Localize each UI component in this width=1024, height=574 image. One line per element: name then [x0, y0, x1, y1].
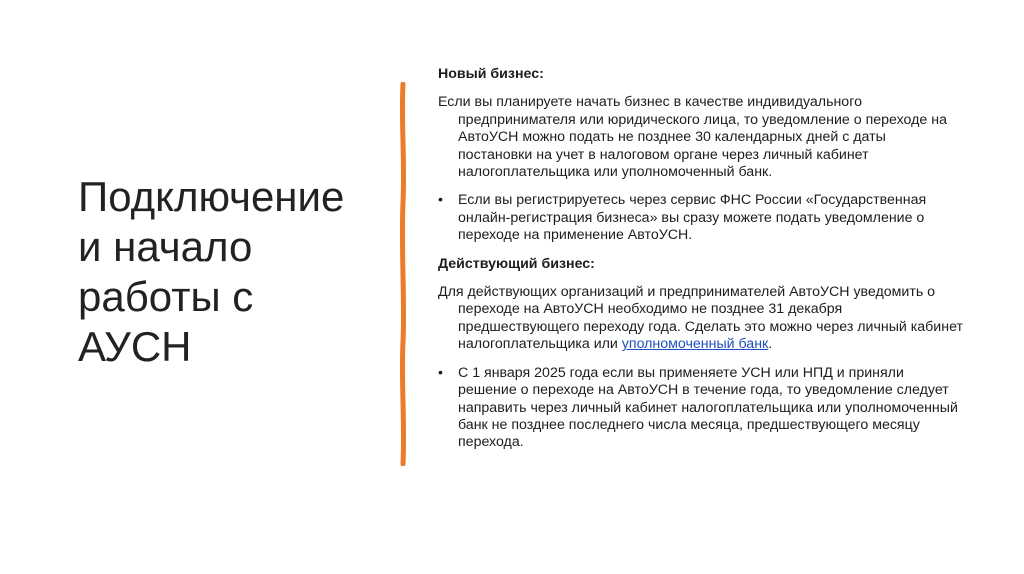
existing-business-bullet	[438, 365, 963, 452]
bullet-text: Если вы регистрируетесь через сервис ФНС России «Государственная онлайн-регистрация бизнеса» вы сразу можете подать уведомление о переходе на применение АвтоУСН.	[458, 192, 927, 244]
slide-content	[438, 66, 963, 463]
existing-business-text	[438, 284, 963, 354]
title-line: и начало	[78, 223, 253, 270]
new-business-bullet	[438, 192, 963, 244]
divider-stroke	[402, 84, 403, 464]
new-business-text: Если вы планируете начать бизнес в качестве индивидуального предпринимателя или юридического лица, то уведомление о переходе на АвтоУСН можно подать не позднее 30 календарных дней с даты постановки на учет в налоговом органе через личный кабинет налогоплательщика или уполномоченный банк.	[438, 94, 947, 181]
existing-business-heading: Действующий бизнес:	[438, 255, 595, 272]
vertical-divider	[388, 82, 418, 466]
title-line: Подключение	[78, 173, 345, 220]
existing-business-text-end: .	[768, 336, 773, 353]
bullet-icon: •	[438, 364, 443, 381]
title-line: АУСН	[78, 323, 192, 370]
bullet-text: С 1 января 2025 года если вы применяете УСН или НПД и приняли решение о переходе на АвтоУСН в течение года, то уведомление следует направить через личный кабинет налогоплательщика или уполномоченный банк не позднее последнего числа месяца, предшествующего месяцу перехода.	[458, 364, 958, 451]
bullet-icon: •	[438, 192, 443, 209]
slide-title	[78, 172, 398, 372]
new-business-heading: Новый бизнес:	[438, 66, 544, 82]
authorized-bank-link[interactable]: уполномоченный банк	[621, 336, 769, 353]
existing-business-text-start: Для действующих организаций и предпринимателей АвтоУСН уведомить о переходе на АвтоУСН необходимо не позднее 31 декабря предшествующего переходу года. Сделать это можно через личный кабинет налогоплательщика или	[438, 284, 963, 353]
title-line: работы с	[78, 273, 254, 320]
